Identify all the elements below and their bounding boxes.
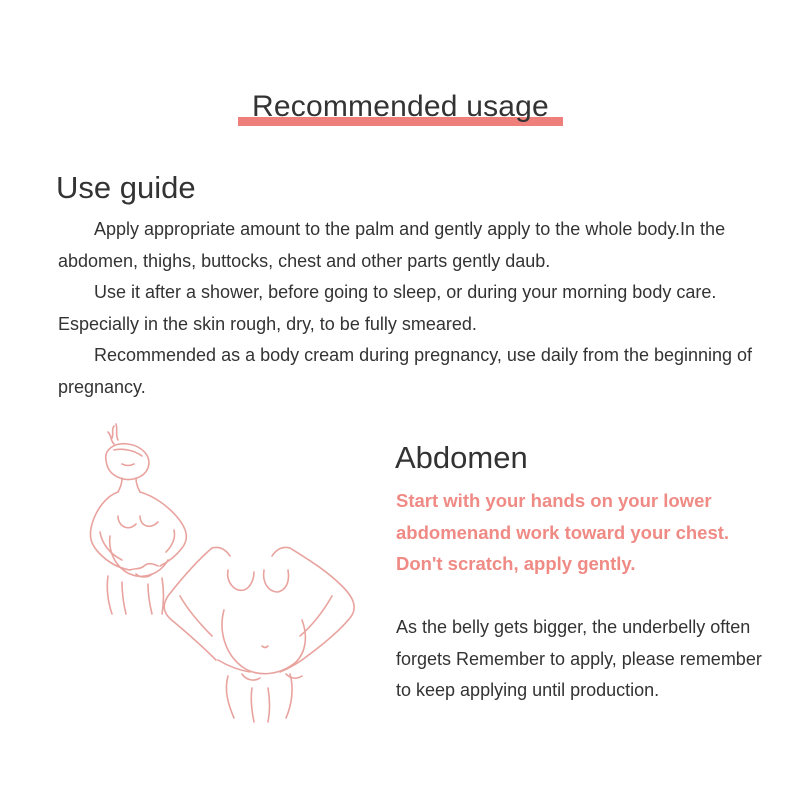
section-heading <box>238 86 563 128</box>
abdomen-highlight-text <box>396 485 786 580</box>
body-line: As the belly gets bigger, the underbelly often <box>396 617 751 637</box>
use-guide-paragraph: Recommended as a body cream during pregnancy, use daily from the beginning of pregnancy. <box>58 345 753 397</box>
highlight-line: Don't scratch, apply gently. <box>396 553 636 574</box>
page-title: Recommended usage <box>252 90 549 123</box>
pregnant-woman-illustration <box>78 420 368 730</box>
use-guide-text <box>58 214 758 403</box>
abdomen-body-text <box>396 612 791 707</box>
highlight-line: abdomenand work toward your chest. <box>396 521 730 543</box>
abdomen-title: Abdomen <box>395 440 528 475</box>
use-guide-title: Use guide <box>56 170 196 205</box>
body-line: forgets Remember to apply, please remember <box>396 648 762 669</box>
body-line: to keep applying until production. <box>396 680 660 700</box>
use-guide-paragraph: Use it after a shower, before going to sleep, or during your morning body care. Especially in the skin rough, dry, to be fully smeared. <box>58 282 717 334</box>
highlight-line: Start with your hands on your lower <box>396 490 712 511</box>
use-guide-paragraph: Apply appropriate amount to the palm and gently apply to the whole body.In the abdomen, thighs, buttocks, chest and other parts gently daub. <box>58 219 726 271</box>
